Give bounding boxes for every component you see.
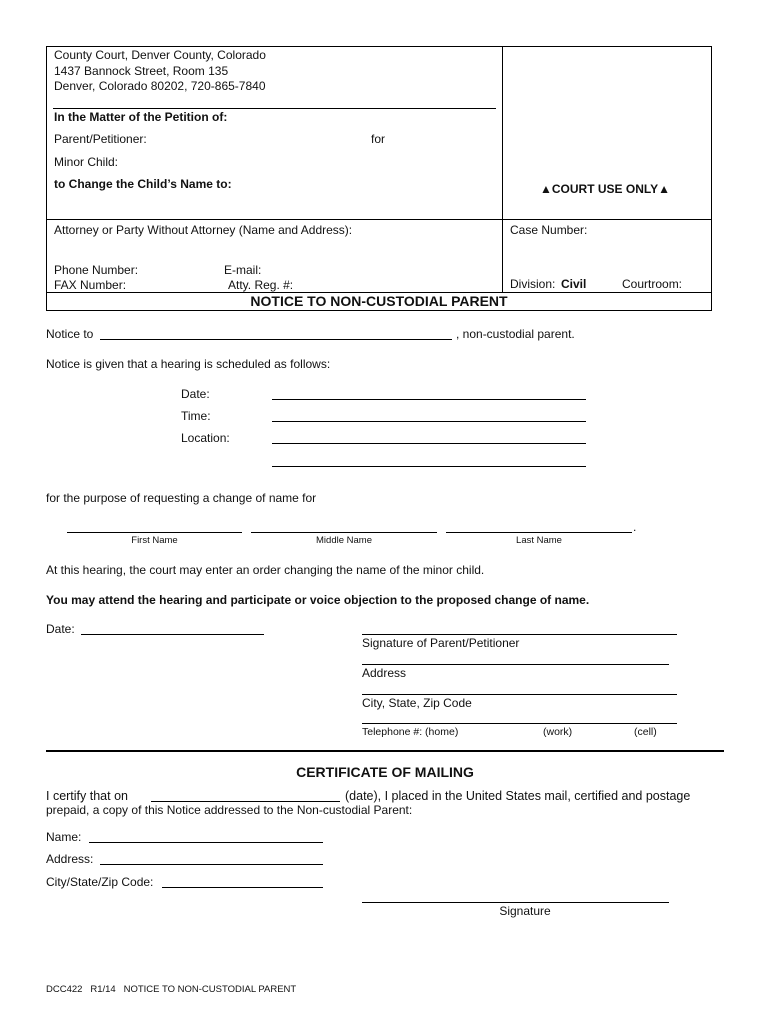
hearing-intro: Notice is given that a hearing is scheduled as follows:: [46, 357, 331, 371]
division-label: Division:: [510, 277, 556, 291]
mail-address-label: Address:: [46, 852, 94, 866]
sign-date-blank[interactable]: [81, 634, 264, 635]
telephone-work-label: (work): [543, 726, 573, 738]
case-number-label: Case Number:: [510, 223, 588, 237]
petitioner-signature-line[interactable]: [362, 634, 677, 635]
minor-child-label: Minor Child:: [54, 155, 119, 169]
petitioner-telephone-line[interactable]: [362, 723, 677, 724]
petitioner-city-line[interactable]: [362, 694, 677, 695]
last-name-blank[interactable]: [446, 532, 632, 533]
sign-date-label: Date:: [46, 622, 75, 636]
attend-text: You may attend the hearing and participate or voice objection to the proposed change of name.: [46, 593, 590, 607]
hearing-location-label: Location:: [181, 431, 230, 445]
hearing-location-blank[interactable]: [272, 443, 586, 444]
middle-name-caption: Middle Name: [316, 535, 372, 546]
form-footer: DCC422 R1/14 NOTICE TO NON-CUSTODIAL PARENT: [46, 984, 297, 995]
middle-name-blank[interactable]: [251, 532, 437, 533]
notice-to-blank[interactable]: [100, 339, 452, 340]
notice-to-label: Notice to: [46, 327, 94, 341]
caption-divider-attorney: [46, 219, 712, 220]
purpose-text: for the purpose of requesting a change of name for: [46, 491, 317, 505]
hearing-time-label: Time:: [181, 409, 211, 423]
certificate-signature-label: Signature: [499, 904, 551, 918]
matter-label: In the Matter of the Petition of:: [54, 110, 228, 124]
petitioner-signature-label: Signature of Parent/Petitioner: [362, 636, 520, 650]
petitioner-address-label: Address: [362, 666, 407, 680]
change-name-label: to Change the Child’s Name to:: [54, 177, 232, 191]
petitioner-address-line[interactable]: [362, 664, 669, 665]
section-divider: [46, 750, 724, 752]
first-name-blank[interactable]: [67, 532, 242, 533]
mail-name-blank[interactable]: [89, 842, 323, 843]
petitioner-label: Parent/Petitioner:: [54, 132, 147, 146]
hearing-date-label: Date:: [181, 387, 210, 401]
division-value: Civil: [561, 277, 587, 291]
hearing-date-blank[interactable]: [272, 399, 586, 400]
mail-address-blank[interactable]: [100, 864, 323, 865]
certify-text-start: I certify that on: [46, 789, 128, 803]
for-label: for: [371, 132, 386, 146]
first-name-caption: First Name: [131, 535, 178, 546]
telephone-cell-label: (cell): [634, 726, 657, 738]
atty-reg-label: Atty. Reg. #:: [228, 278, 294, 292]
order-text: At this hearing, the court may enter an order changing the name of the minor child.: [46, 563, 485, 577]
hearing-location-blank-2[interactable]: [272, 466, 586, 467]
hearing-time-blank[interactable]: [272, 421, 586, 422]
certify-text-line2: prepaid, a copy of this Notice addressed to the Non-custodial Parent:: [46, 803, 413, 817]
certify-text-end: (date), I placed in the United States mail, certified and postage: [345, 789, 691, 803]
mail-name-label: Name:: [46, 830, 82, 844]
name-period: .: [633, 520, 637, 534]
document-title: NOTICE TO NON-CUSTODIAL PARENT: [250, 293, 508, 309]
mail-city-label: City/State/Zip Code:: [46, 875, 154, 889]
court-address-underline: [53, 108, 496, 109]
attorney-label: Attorney or Party Without Attorney (Name and Address):: [54, 223, 353, 237]
court-city: Denver, Colorado 80202, 720-865-7840: [54, 79, 266, 93]
caption-vertical-divider: [502, 46, 503, 292]
court-use-only: ▲COURT USE ONLY▲: [540, 182, 670, 196]
non-custodial-label: , non-custodial parent.: [456, 327, 575, 341]
certificate-title: CERTIFICATE OF MAILING: [296, 764, 474, 780]
court-name: County Court, Denver County, Colorado: [54, 48, 266, 62]
phone-label: Phone Number:: [54, 263, 139, 277]
mail-city-blank[interactable]: [162, 887, 323, 888]
petitioner-city-label: City, State, Zip Code: [362, 696, 472, 710]
last-name-caption: Last Name: [516, 535, 562, 546]
fax-label: FAX Number:: [54, 278, 127, 292]
courtroom-label: Courtroom:: [622, 277, 683, 291]
certificate-signature-line[interactable]: [362, 902, 669, 903]
email-label: E-mail:: [224, 263, 262, 277]
court-street: 1437 Bannock Street, Room 135: [54, 64, 229, 78]
certify-date-blank[interactable]: [151, 801, 340, 802]
telephone-home-label: Telephone #: (home): [362, 726, 459, 738]
